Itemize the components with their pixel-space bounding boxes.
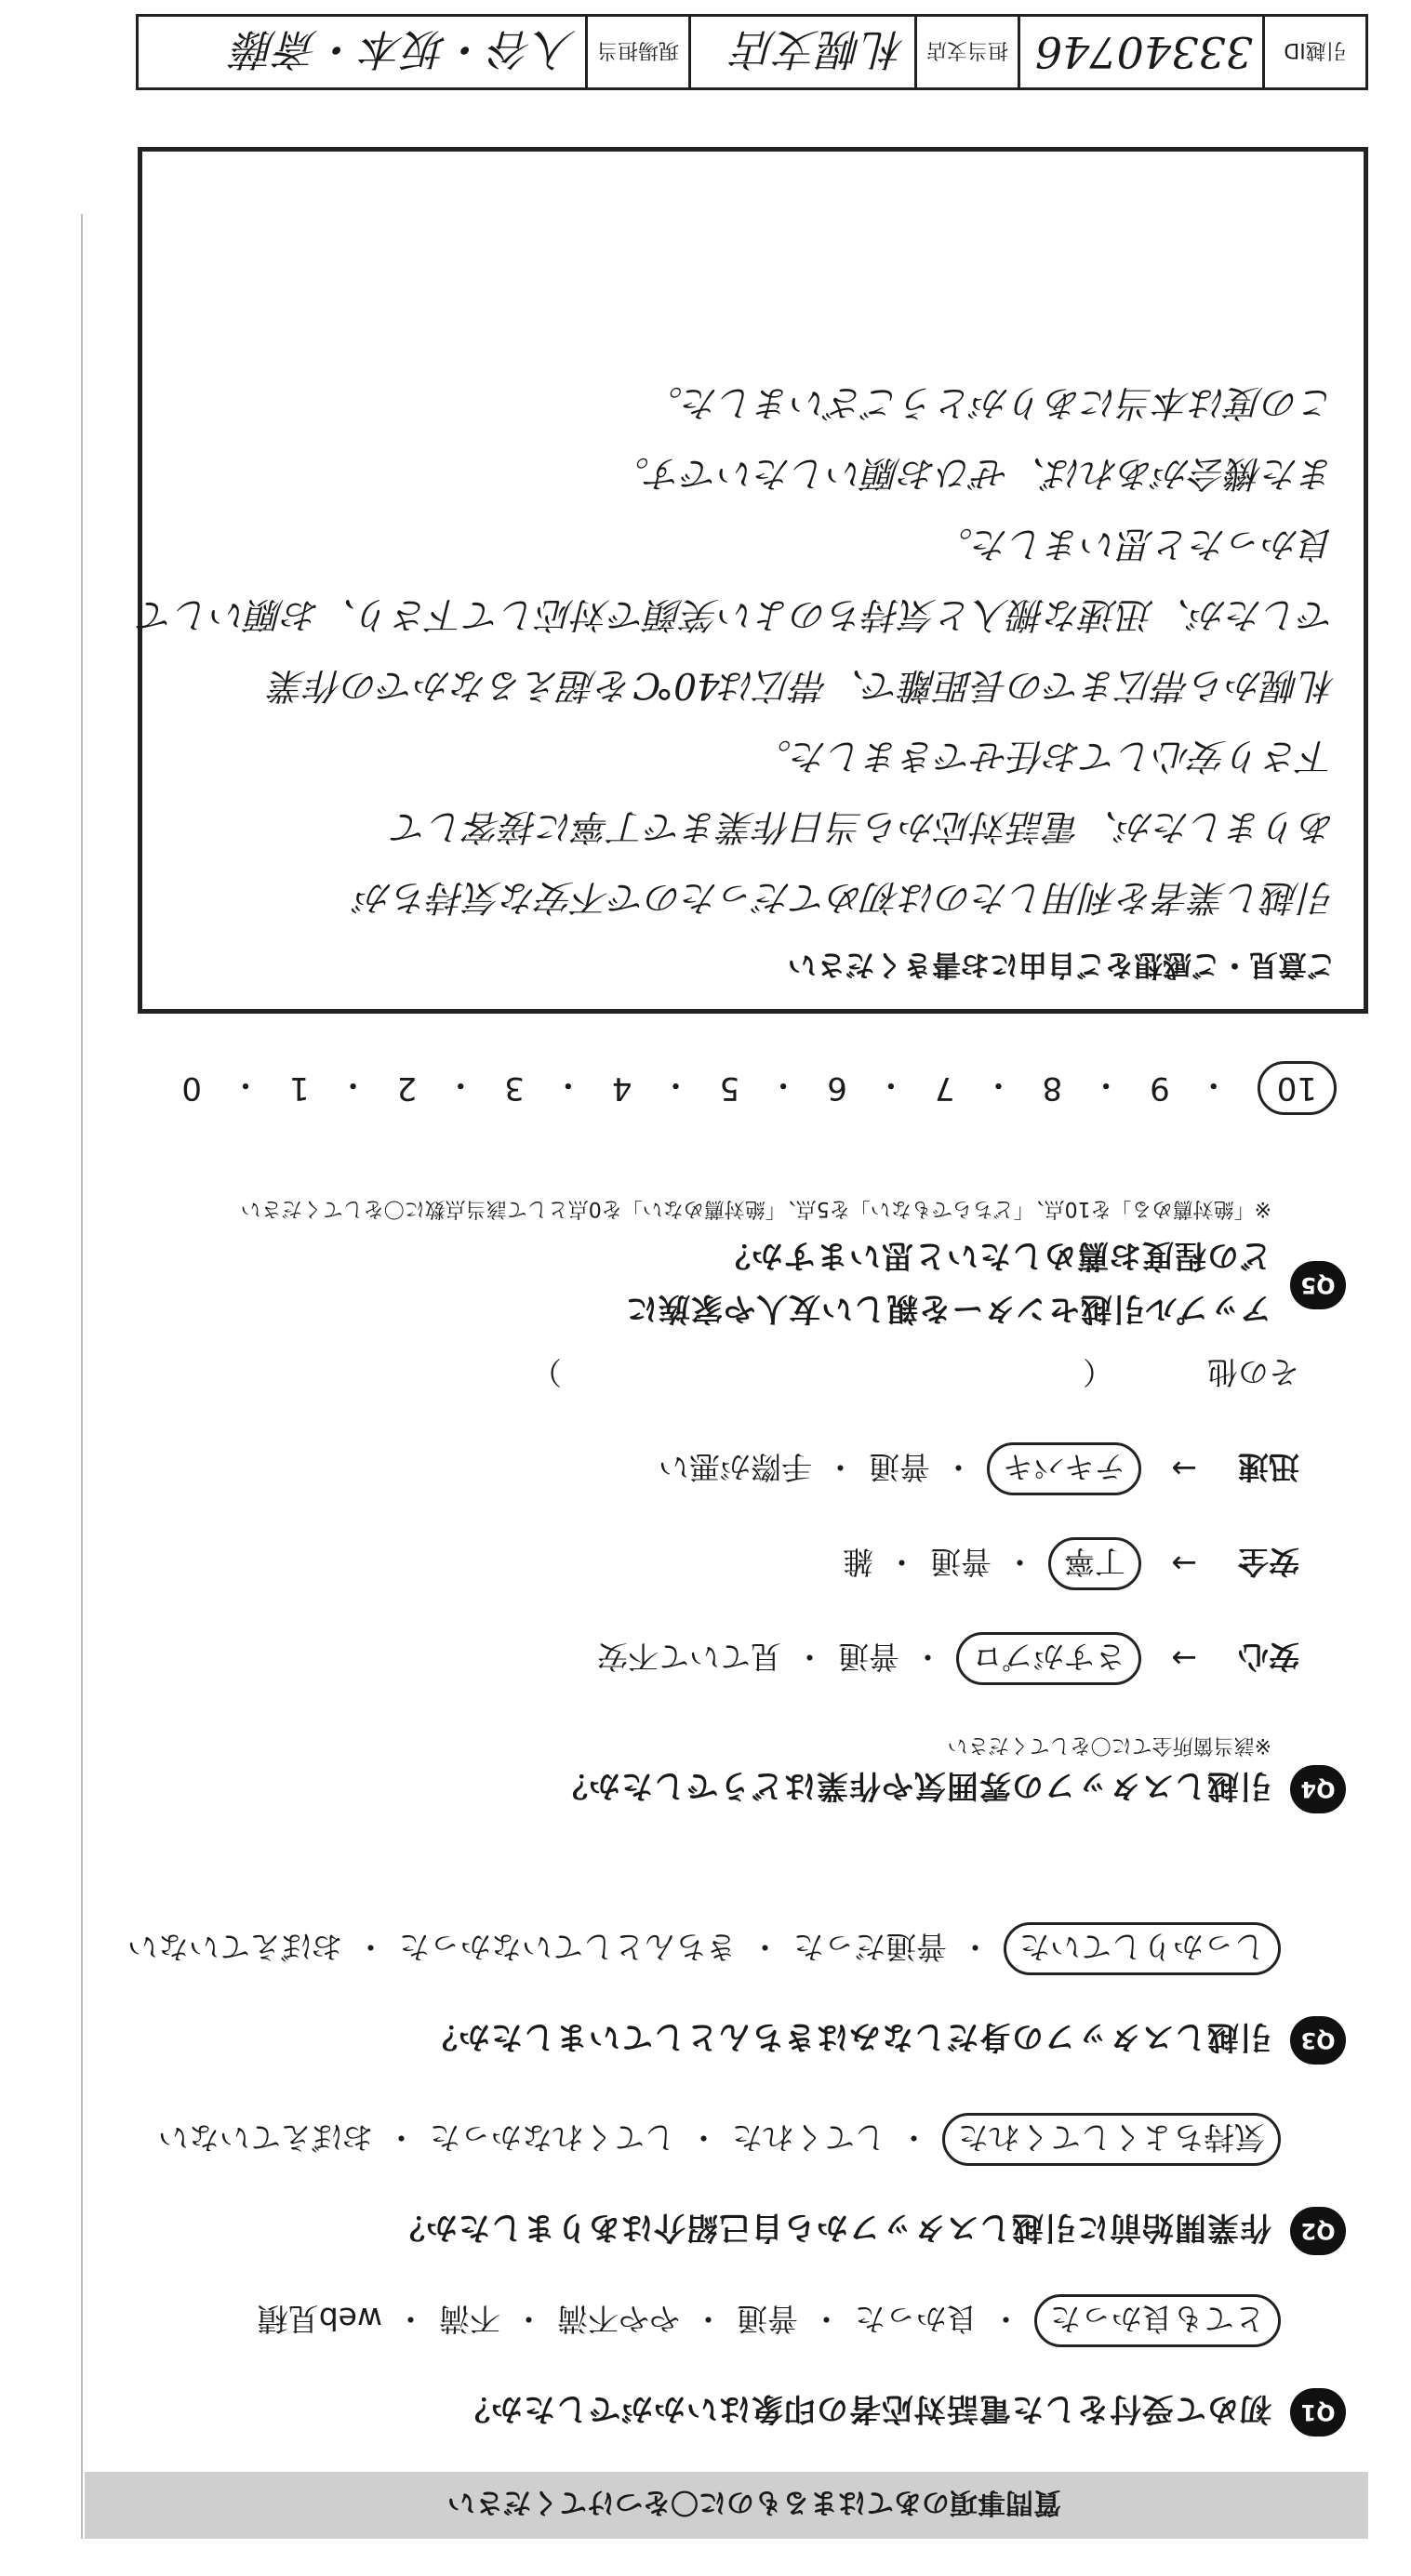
q2-option[interactable]: おぼえていない — [158, 2119, 373, 2156]
branch-value: 札幌支店 — [690, 16, 916, 89]
q4-other-label: その他 — [1207, 1354, 1299, 1391]
comment-line: また機会があれば、ぜひお願いしたいです。 — [613, 452, 1336, 494]
q4-option[interactable]: 普通 — [838, 1639, 899, 1676]
q4-option[interactable]: 普通 — [869, 1449, 930, 1486]
q4-badge: Q4 — [1290, 1765, 1346, 1813]
q4-sub-questions — [90, 1327, 1299, 1706]
q1-options: とても良かった ・ 良かった ・ 普通 ・ やや不満 ・ 不満 ・ web見積 — [81, 2294, 1281, 2347]
q3-option[interactable]: おぼえていない — [127, 1929, 342, 1965]
question-2 — [81, 2113, 1346, 2255]
scale-7[interactable]: 7 — [934, 1069, 955, 1107]
q4-row-jinsoku: 迅速 → テキパキ ・ 普通 ・ 手際が悪い — [90, 1422, 1299, 1517]
scale-4[interactable]: 4 — [611, 1069, 632, 1107]
leader-label: 現場担当 — [587, 16, 690, 89]
id-label: 引越ID — [1264, 16, 1367, 89]
q3-options: しっかりしていた ・ 普通だった ・ きちんとしていなかった ・ おぼえていない — [81, 1922, 1281, 1975]
q1-option[interactable]: web見積 — [257, 2301, 382, 2337]
scale-10-selected[interactable]: 10 — [1258, 1061, 1337, 1115]
q3-option-selected[interactable]: しっかりしていた — [1004, 1922, 1281, 1975]
q2-option[interactable]: してくれた — [732, 2119, 885, 2156]
q3-text: 引越しスタッフの身だしなみはきちんとしていましたか？ — [425, 2018, 1271, 2056]
q4-option-selected[interactable]: テキパキ — [987, 1443, 1141, 1496]
q4-note: ※該当箇所全てに〇をしてください — [947, 1733, 1271, 1757]
scale-3[interactable]: 3 — [504, 1069, 525, 1107]
q4-option[interactable]: 雑 — [843, 1544, 873, 1581]
q1-text: 初めて受付をした電話対応者の印象はいかがでしたか？ — [458, 2390, 1271, 2428]
id-value: 33340746 — [1019, 16, 1264, 89]
q4-other-close: ） — [531, 1354, 562, 1391]
q4-row-anzen: 安全 → 丁寧 ・ 普通 ・ 雑 — [90, 1517, 1299, 1612]
comment-box[interactable] — [138, 147, 1368, 1014]
q4-option-selected[interactable]: さすがプロ — [956, 1633, 1141, 1686]
scale-6[interactable]: 6 — [827, 1069, 847, 1107]
q4-option[interactable]: 見ていて不安 — [597, 1639, 781, 1676]
q2-option[interactable]: してくれなかった — [430, 2119, 675, 2156]
q2-badge: Q2 — [1290, 2207, 1346, 2255]
q2-text: 作業開始前に引越しスタッフから自己紹介はありましたか？ — [393, 2209, 1271, 2247]
q1-option[interactable]: 普通 — [737, 2301, 798, 2337]
q1-option[interactable]: 不満 — [439, 2301, 500, 2337]
question-4 — [81, 1733, 1346, 1813]
q4-row-label: 迅速 — [1238, 1449, 1299, 1486]
comment-line: 札幌から帯広までの長距離で、帯広は40℃を超えるなかでの作業 — [270, 664, 1336, 706]
comment-line: 下さり安心してお任せできました。 — [754, 735, 1336, 777]
q4-option-selected[interactable]: 丁寧 — [1048, 1538, 1141, 1591]
q1-option-selected[interactable]: とても良かった — [1034, 2294, 1281, 2347]
q1-option[interactable]: やや不満 — [557, 2301, 680, 2337]
q3-badge: Q3 — [1290, 2016, 1346, 2065]
q4-other-open: （ — [1083, 1354, 1113, 1391]
q4-text: 引越しスタッフの雰囲気や作業はどうでしたか？ — [555, 1767, 1271, 1805]
survey-instruction-bar: 質問事項のあてはまるものに〇をつけてください — [85, 2472, 1368, 2539]
leader-value: 入谷・坂本・斎藤 — [138, 16, 587, 89]
q4-row-label: 安心 — [1238, 1639, 1299, 1676]
comment-line: でしたが、迅速な搬入と気持ちのよい笑顔で対応して下さり、お願いして — [138, 593, 1336, 635]
comment-line: 引越し業者を利用したのは初めてだったので不安な気持ちが — [355, 876, 1336, 918]
scale-1[interactable]: 1 — [288, 1069, 310, 1107]
scale-8[interactable]: 8 — [1042, 1069, 1063, 1107]
q4-option[interactable]: 普通 — [930, 1544, 992, 1581]
scale-0[interactable]: 0 — [181, 1069, 202, 1107]
scale-2[interactable]: 2 — [396, 1069, 418, 1107]
branch-label: 担当支店 — [916, 16, 1019, 89]
comment-line: ありましたが、電話対応から当日作業まで丁寧に接客して — [392, 805, 1336, 847]
header-table — [136, 14, 1368, 90]
q4-row-other — [90, 1327, 1299, 1422]
q5-note: ※「絶対薦める」を10点、「どちらでもない」を5点、「絶対薦めない」を0点として該当点数に〇をしてください — [240, 1197, 1271, 1220]
comment-title: ご意見・ご感想をご自由にお書きください — [788, 948, 1336, 981]
arrow-right-icon: → — [1171, 1546, 1197, 1583]
question-1 — [81, 2294, 1346, 2437]
q2-option-selected[interactable]: 気持ちよくしてくれた — [942, 2113, 1281, 2166]
q3-option[interactable]: きちんとしていなかった — [399, 1929, 737, 1965]
scale-5[interactable]: 5 — [719, 1069, 740, 1107]
question-3 — [81, 1922, 1346, 2065]
q1-option[interactable]: 良かった — [855, 2301, 978, 2337]
scale-9[interactable]: 9 — [1150, 1069, 1170, 1107]
q5-scale: 10 ・ 9 ・ 8 ・ 7 ・ 6 ・ 5 ・ 4 ・ 3 ・ 2 ・ 1 ・ 0 — [53, 1056, 1337, 1121]
q5-text-line2: どの程度お薦めしたいと思いますか？ — [718, 1237, 1271, 1274]
q4-option[interactable]: 手際が悪い — [659, 1449, 812, 1486]
comment-line: この度は本当にありがとうございました。 — [646, 381, 1336, 423]
q4-row-anshin: 安心 → さすがプロ ・ 普通 ・ 見ていて不安 — [90, 1612, 1299, 1706]
arrow-right-icon: → — [1171, 1640, 1197, 1678]
q3-option[interactable]: 普通だった — [793, 1929, 947, 1965]
arrow-right-icon: → — [1171, 1451, 1197, 1488]
q4-row-label: 安全 — [1238, 1544, 1299, 1581]
comment-line: 良かったと思いました。 — [936, 523, 1336, 564]
q5-badge: Q5 — [1290, 1261, 1346, 1309]
q2-options: 気持ちよくしてくれた ・ してくれた ・ してくれなかった ・ おぼえていない — [81, 2113, 1281, 2166]
question-5 — [81, 1196, 1346, 1334]
q5-text-line1: アップル引越センターを親しい友人や家族に — [625, 1290, 1271, 1327]
q1-badge: Q1 — [1290, 2388, 1346, 2437]
